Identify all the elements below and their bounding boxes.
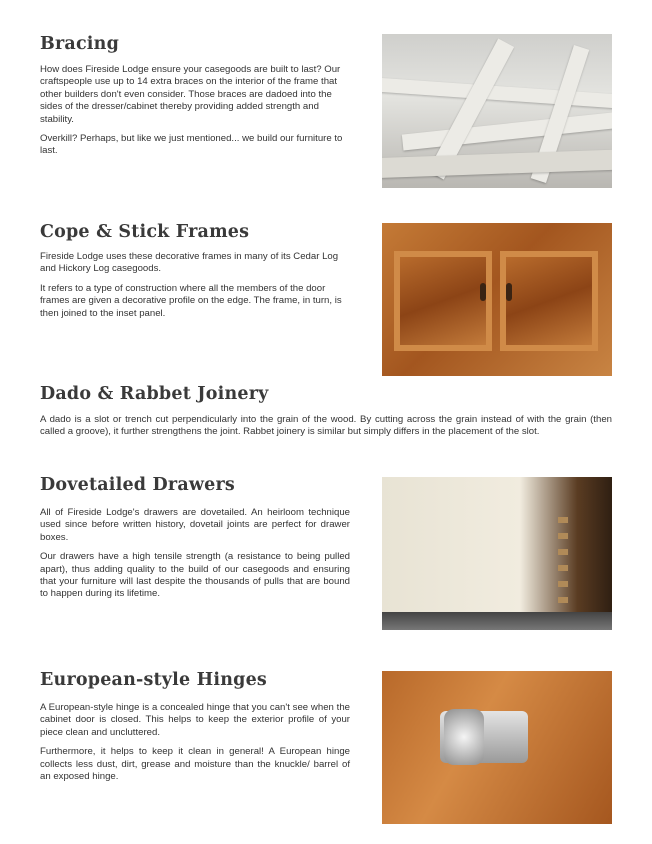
section-dado-rabbet <box>40 384 612 446</box>
section-title: Dovetailed Drawers <box>40 475 235 495</box>
section-title: Bracing <box>40 34 120 54</box>
section-bracing <box>40 34 352 165</box>
section-paragraph: Overkill? Perhaps, but like we just mentioned... we build our furniture to last. <box>40 133 343 157</box>
section-paragraph: How does Fireside Lodge ensure your casegoods are built to last? Our craftspeople use up to 14 extra braces on the interior of the frame that other builders don't even consider. Those braces are dadoed into the sides of the dresser/cabinet thereby providing added strength and stability. <box>40 64 341 125</box>
section-title: European-style Hinges <box>40 670 267 690</box>
dovetail-photo <box>382 477 612 630</box>
section-cope-stick <box>40 222 352 327</box>
section-paragraph: Furthermore, it helps to keep it clean in general! A European hinge collects less dust, dirt, grease and moisture than the knuckle/ barrel of an exposed hinge. <box>40 746 350 783</box>
section-title: Cope & Stick Frames <box>40 222 250 242</box>
section-paragraph: Our drawers have a high tensile strength (a resistance to being pulled apart), thus adding quality to the build of our casegoods and ensuring that your furniture will last despite the thousands of pulls that are bound to happen during its lifetime. <box>40 551 350 600</box>
cope-stick-photo <box>382 223 612 376</box>
section-dovetailed-drawers <box>40 475 350 608</box>
section-title: Dado & Rabbet Joinery <box>40 384 269 404</box>
section-paragraph: A dado is a slot or trench cut perpendicularly into the grain of the wood. By cutting across the grain instead of with the grain (then called a groove), it further strengthens the joint. Rabbet joinery is similar but simply differs in the placement of the slot. <box>40 414 612 438</box>
section-paragraph: A European-style hinge is a concealed hinge that you can't see when the cabinet door is closed. This helps to keep the exterior profile of your piece clean and uncluttered. <box>40 702 350 738</box>
section-paragraph: All of Fireside Lodge's drawers are dovetailed. An heirloom technique used since before written history, dovetail joints are perfect for drawer boxes. <box>40 507 350 543</box>
bracing-photo <box>382 34 612 188</box>
section-paragraph: It refers to a type of construction where all the members of the door frames are given a decorative profile on the edge. The frame, in turn, is then joined to the inset panel. <box>40 282 342 319</box>
section-paragraph: Fireside Lodge uses these decorative frames in many of its Cedar Log and Hickory Log casegoods. <box>40 251 339 275</box>
section-european-hinges <box>40 670 350 790</box>
hinge-photo <box>382 671 612 824</box>
